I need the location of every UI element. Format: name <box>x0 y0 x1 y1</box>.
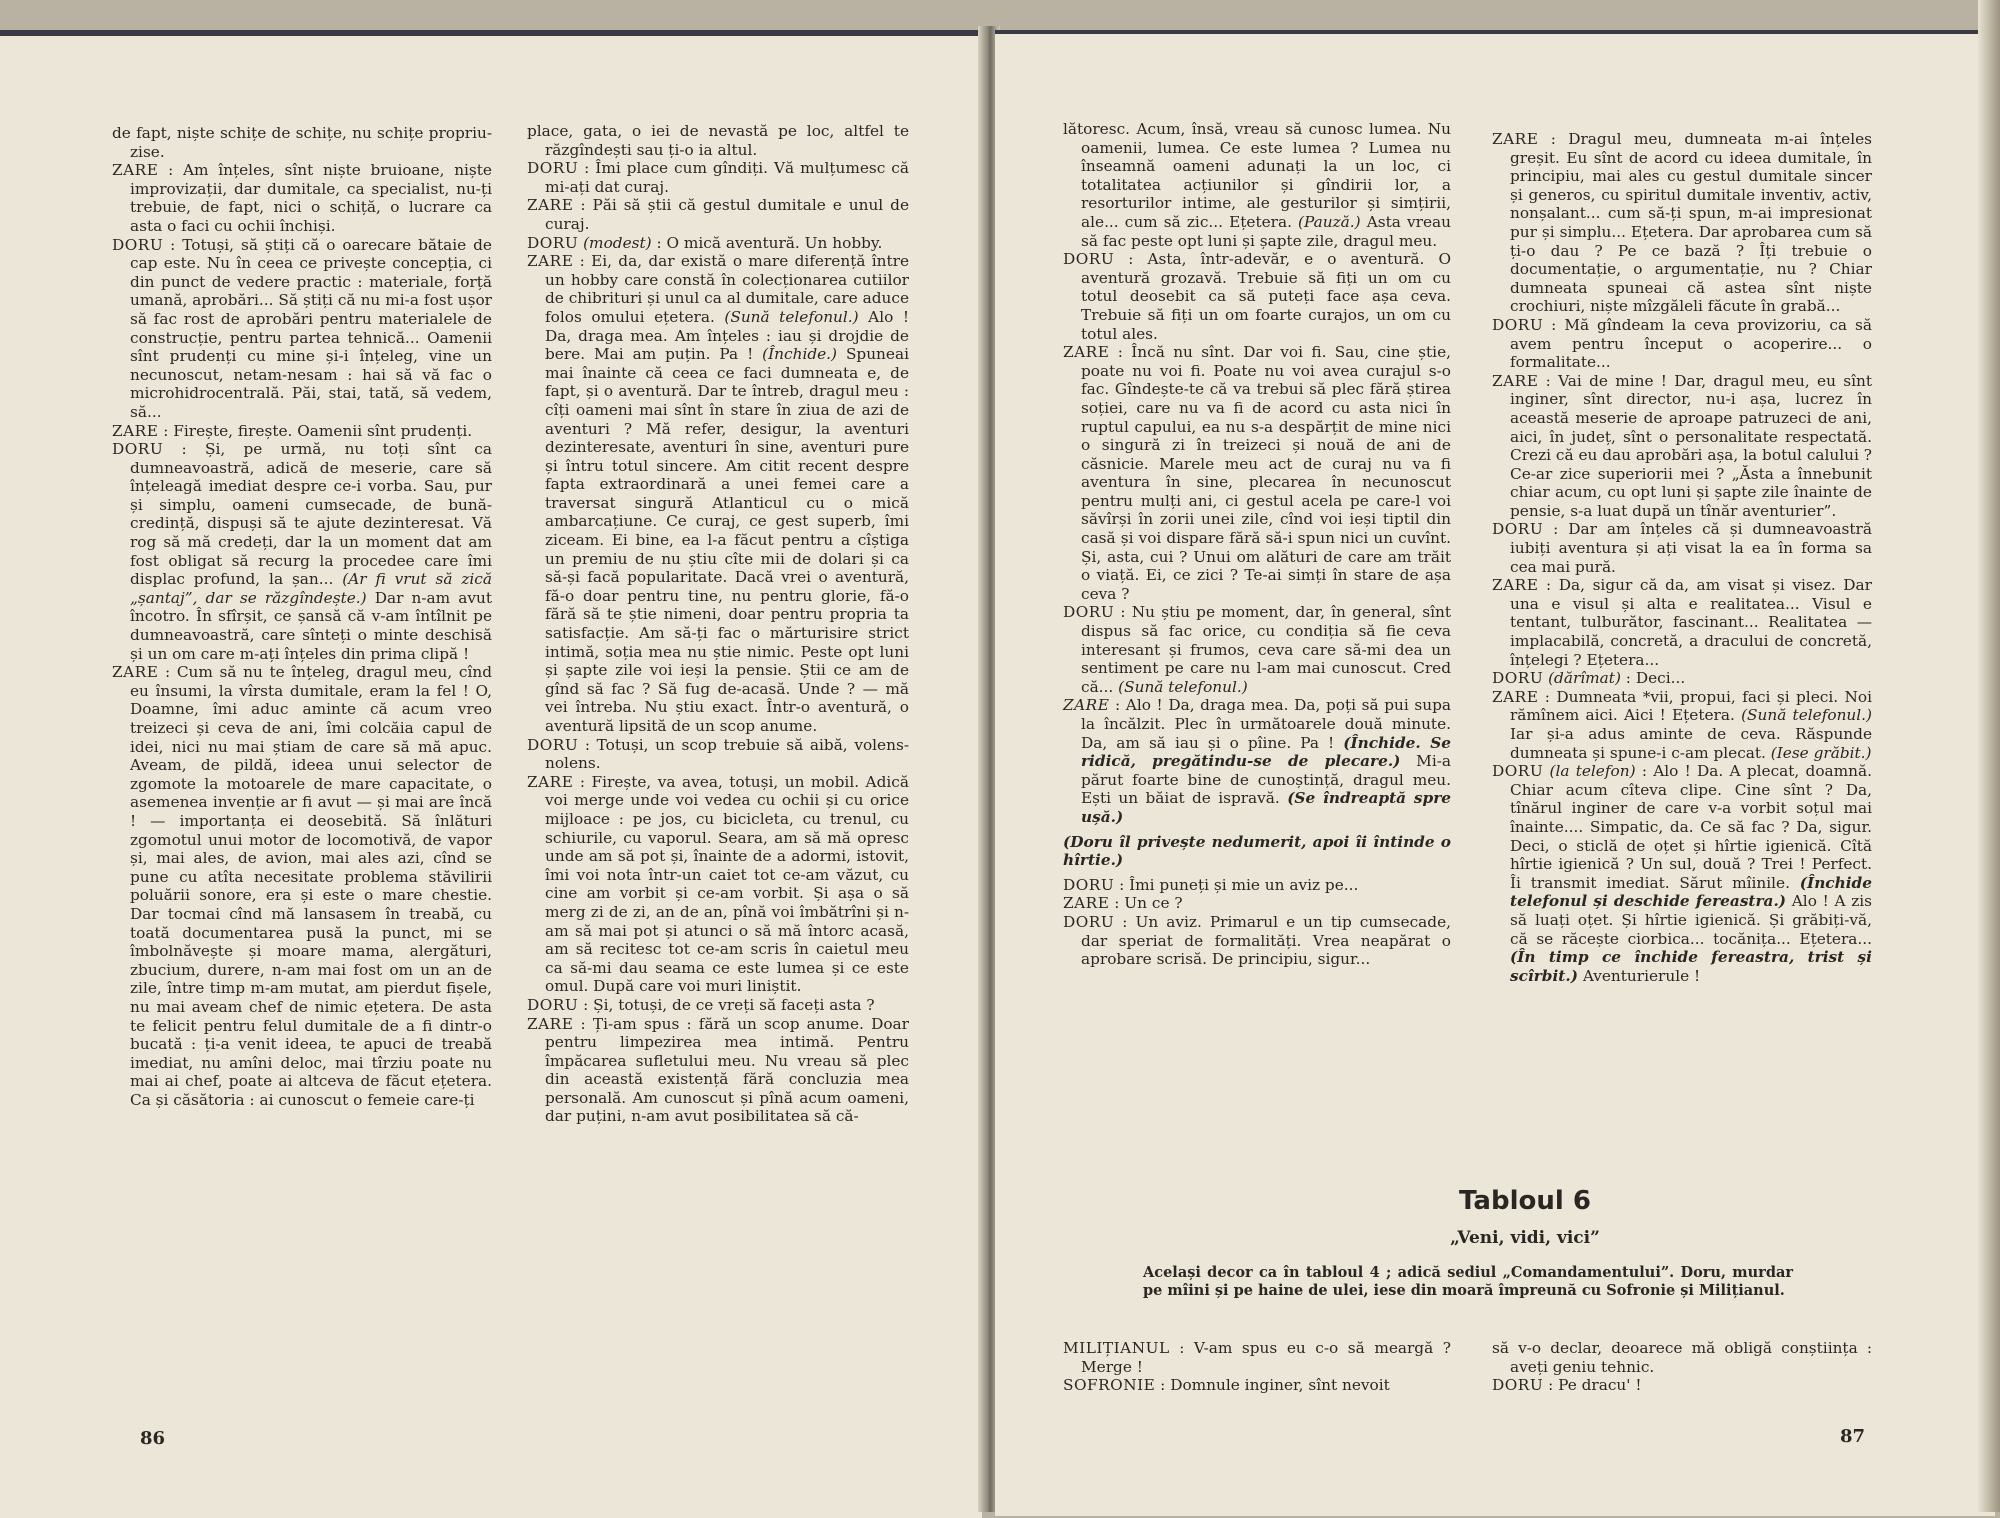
dialogue-line: ZARE : Dragul meu, dumneata m-ai înțeles greșit. Eu sînt de acord cu ideea dumitale, în principiu, mai ales cu gestul dumitale sincer și generos, cu spiritul dumitale inventiv, activ, nonșalant... cum să-ți spun, m-ai impresionat pur și simplu... Ețetera. Dar aprobarea cum să ți-o dau ? Pe ce bază ? Îți trebuie o documentație, o argumentație, nu ? Chiar dumneata spuneai că astea sînt niște crochiuri, niște mîzgăleli făcute în grabă... <box>1492 130 1872 316</box>
dialogue-text: Da, sigur că da, am visat și visez. Dar una e visul și alta e realitatea... Visul e tentant, tulburător, fascinant... Realitatea — implacabilă, concretă, a dracului de concretă, înțelegi ? Ețetera... <box>1510 576 1872 669</box>
dialogue-line: ZARE : Firește, firește. Oamenii sînt prudenți. <box>112 421 473 440</box>
dialogue-text: Vai de mine ! Dar, dragul meu, eu sînt inginer, sînt director, nu-i așa, lucrez în această meserie de aproape patruzeci de ani, aici, în județ, sînt o personalitate respectată. Crezi că eu dau aprobări așa, la botul calului ? Ce-ar zice superiorii mei ? „Ăsta a înnebunit chiar acum, cu opt luni și șapte zile înainte de pensie, s-a luat după un tînăr aventurier”. <box>1510 371 1872 520</box>
dialogue-line: ZARE : Un ce ? <box>1063 894 1183 913</box>
speaker-name: DORU <box>1492 520 1544 539</box>
dialogue-line: ZARE : Da, sigur că da, am visat și visez. Dar una e visul și alta e realitatea... Visul e tentant, tulburător, fascinant... Realitatea — implacabilă, concretă, a dracului de concretă, înțelegi ? Ețetera... <box>1492 576 1872 669</box>
stage-direction: (Închide. Se ridică, pregătindu-se de plecare.) <box>1081 733 1451 771</box>
dialogue-text: Dar n-am avut încotro. În sfîrșit, ce șansă că v-am întîlnit pe dumneavoastră, care sînteți o minte deschisă și un om care m-ați înțeles din prima clipă ! <box>130 588 492 663</box>
dialogue-text: Încă nu sînt. Dar voi fi. Sau, cine știe, poate nu voi fi. Poate nu voi avea curajul s-o fac. Gîndește-te că va trebui să plec fără știrea soției, care nu va fi de acord cu asta nici în ruptul capului, ea nu s-a despărțit de mine nici o singură zi în treizeci și nouă de ani de căsnicie. Marele meu act de curaj nu va fi aventura în sine, plecarea în necunoscut pentru mulți ani, ci gestul acela pe care-l voi săvîrși în zorii unei zile, cînd voi ieși tiptil din casă și voi dispare fără să-i spun nici un cuvînt. Și, asta, cui ? Unui om alături de care am trăit o viață. Ei, ce zici ? Te-ai simți în stare de așa ceva ? <box>1081 343 1451 603</box>
dialogue-line: DORU : Un aviz. Primarul e un tip cumsecade, dar speriat de formalități. Vrea neapărat o aprobare scrisă. De principiu, sigur... <box>1063 912 1451 969</box>
speaker-name: SOFRONIE <box>1063 1376 1156 1395</box>
stage-direction: (În timp ce închide fereastra, trist și scîrbit.) <box>1510 948 1872 985</box>
dialogue-text: Alo ! Da. A plecat, doamnă. Chiar acum cîteva clipe. Cine sînt ? Da, tînărul inginer de care v-a vorbit soțul mai înainte.... Simpatic, da. Ce să fac ? Da, sigur. Deci, o sticlă de oțet și hîrtie igienică. Cîtă hîrtie igienică ? Un sul, două ? Trei ! Perfect. Îi transmit imediat. Sărut mîinile. <box>1510 762 1872 892</box>
speaker-name: DORU <box>527 735 579 754</box>
dialogue-text: Domnule inginer, sînt nevoit <box>1170 1376 1390 1395</box>
dialogue-line: DORU : Și, totuși, de ce vreți să faceți asta ? <box>527 995 875 1014</box>
dialogue-text: de fapt, niște schițe de schițe, nu schițe propriu-zise. <box>112 124 492 161</box>
dialogue-text: Spuneai mai înainte că ceea ce faci dumneata e, de fapt, și o aventură. Dar te întreb, dragul meu : cîți oameni mai sînt în stare în ziua de azi de aventuri ? Mă refer, desigur, la aventuri dezinteresate, aventuri în sine, aventuri pure și întru totul sincere. Am citit recent despre fapta extraordinară a unei femei care a traversat singură Atlanticul cu o mică ambarcațiune. Ce curaj, ce gest superb, îmi ziceam. Ei bine, ea l-a făcut pentru a cîștiga un premiu de nu știu cîte mii de dolari și ca să-și facă popularitate. Dacă vrei o aventură, fă-o doar pentru tine, nu pentru glorie, fă-o fără să te știe nimeni, doar pentru propria ta satisfacție. Am să-ți fac o mărturisire strict intimă, soția mea nu știe nimic. Peste opt luni și șapte zile voi ieși la pensie. Știi ce am de gînd să fac ? Să fug de-acasă. Unde ? — mă vei întreba. Nu știu exact. Într-o aventură, o aventură lipsită de un scop anume. <box>545 345 909 735</box>
dialogue-line: ZARE : Ei, da, dar există o mare diferență între un hobby care constă în colecționarea cutiilor de chibrituri și unul ca al dumitale, care aduce folos omului ețetera. (Sună telefonul.) Alo ! Da, draga mea. Am înțeles : iau și drojdie de bere. Mai am puțin. Pa ! (Închide.) Spuneai mai înainte că ceea ce faci dumneata e, de fapt, și o aventură. Dar te întreb, dragul meu : cîți oameni mai sînt în stare în ziua de azi de aventuri ? Mă refer, desigur, la aventuri dezinteresate, aventuri în sine, aventuri pure și întru totul sincere. Am citit recent despre fapta extraordinară a unei femei care a traversat singură Atlanticul cu o mică ambarcațiune. Ce curaj, ce gest superb, îmi ziceam. Ei bine, ea l-a făcut pentru a cîștiga un premiu de nu știu cîte mii de dolari și ca să-și facă popularitate. Dacă vrei o aventură, fă-o doar pentru tine, nu pentru glorie, fă-o fără să te știe nimeni, doar pentru propria ta satisfacție. Am să-ți fac o mărturisire strict intimă, soția mea nu știe nimic. Peste opt luni și șapte zile voi ieși la pensie. Știi ce am de gînd să fac ? Să fug de-acasă. Unde ? — mă vei întreba. Nu știu exact. Într-o aventură, o aventură lipsită de un scop anume. <box>527 252 909 735</box>
dialogue-text: Îmi place cum gîndiți. Vă mulțumesc că mi-ați dat curaj. <box>545 159 909 196</box>
speaker-name: ZARE <box>1063 894 1110 913</box>
stage-direction: (Închide.) <box>762 345 838 364</box>
speaker-name: ZARE <box>112 421 159 440</box>
dialogue-text: Păi să știi că gestul dumitale e unul de curaj. <box>545 196 909 233</box>
stage-direction: (Doru îl privește nedumerit, apoi îi întinde o hîrtie.) <box>1063 832 1451 870</box>
dialogue-text: Ei, da, dar există o mare diferență între un hobby care constă în colecționarea cutiilor de chibrituri și unul ca al dumitale, care aduce folos omului ețetera. <box>545 252 909 326</box>
speaker-name: ZARE <box>527 196 574 215</box>
stage-direction: (dărîmat) <box>1548 669 1621 688</box>
speaker-name: ZARE <box>1063 343 1110 362</box>
speaker-name: ZARE <box>1063 696 1110 715</box>
scene-direction: Același decor ca în tabloul 4 ; adică sediul „Comandamentului”. Doru, murdar pe mîini și pe haine de ulei, iese din moară împreună cu Sofronie și Milițianul. <box>1143 1264 1793 1299</box>
book-cover-edge <box>1978 0 2000 1512</box>
speaker-name: DORU <box>527 159 579 178</box>
dialogue-text: V-am spus eu c-o să meargă ? Merge ! <box>1081 1339 1451 1376</box>
dialogue-text: Mă gîndeam la ceva provizoriu, ca să avem pentru început o acoperire... o formalitate... <box>1510 315 1872 372</box>
speaker-name: DORU <box>112 440 164 459</box>
stage-direction: (Pauză.) <box>1298 212 1361 231</box>
dialogue-text: Alo ! Da, draga mea. Am înțeles : iau și drojdie de bere. Mai am puțin. Pa ! <box>545 307 909 364</box>
speaker-name: DORU <box>527 995 579 1014</box>
left-column-2 <box>527 122 909 1126</box>
dialogue-text: Pe dracu' ! <box>1558 1376 1642 1395</box>
dialogue-text: Ți-am spus : fără un scop anume. Doar pentru limpezirea mea intimă. Pentru împăcarea sufletului meu. Nu vreau să plec din această existență fără concluzia mea personală. Am cunoscut și pînă acum oameni, dar puțini, n-am avut posibilitatea să că- <box>545 1014 909 1126</box>
dialogue-text: Un aviz. Primarul e un tip cumsecade, dar speriat de formalități. Vrea neapărat o aprobare scrisă. De principiu, sigur... <box>1081 912 1451 969</box>
stage-direction: (modest) <box>583 233 652 252</box>
speaker-name: DORU <box>112 235 164 254</box>
speaker-name: DORU <box>1063 875 1115 894</box>
dialogue-line: MILIȚIANUL : V-am spus eu c-o să meargă ? Merge ! <box>1063 1339 1451 1376</box>
right-column-1 <box>1063 120 1451 969</box>
page-number-left: 86 <box>140 1428 166 1449</box>
stage-direction: (Închide telefonul și deschide fereastra.) <box>1510 873 1872 911</box>
speaker-name: ZARE <box>527 1014 574 1033</box>
dialogue-text: Totuși, să știți că o oarecare bătaie de cap este. Nu în ceea ce privește concepția, ci din punct de vedere practic : materiale, forță umană, aprobări... Să știți că nu mi-a fost ușor să fac rost de aprobări pentru materialele de construcție, pentru partea tehnică... Oamenii sînt prudenți cu mine și-i înțeleg, vine un necunoscut, netam-nesam : hai să vă fac o microhidrocentrală. Păi, stai, tată, să vedem, să... <box>130 235 492 421</box>
bottom-column-1 <box>1063 1339 1451 1395</box>
dialogue-text: Mi-a părut foarte bine de cunoștință, dragul meu. Ești un băiat de ispravă. <box>1081 752 1451 808</box>
speaker-name: DORU <box>1492 315 1544 334</box>
dialogue-text: Cum să nu te înțeleg, dragul meu, cînd eu însumi, la vîrsta dumitale, eram la fel ! O, Doamne, îmi aduc aminte că acum vreo treizeci și ceva de ani, îmi colcăia capul de idei, nici nu mai știam de care să mă apuc. Aveam, de pildă, ideea unui selector de zgomote la motoarele de mare capacitate, o asemenea invenție ar fi avut — și mai are încă ! — importanța ei deosebită. Să înlături zgomotul unui motor de locomotivă, de vapor și, mai ales, de avion, mai ales azi, cînd se pune cu atîta necesitate problema stăvilirii poluării sonore, era și este o mare chestie. Dar tocmai cînd mă lansasem în treabă, cu toată documentarea pusă la punct, mi se îmbolnăvește și moare mama, alergături, zbucium, durere, n-am mai fost om un an de zile, între timp m-am mutat, am pierdut fișele, nu mai aveam chef de nimic ețetera. De asta te felicit pentru felul dumitale de a fi dintr-o bucată : ți-a venit ideea, te apuci de treabă imediat, nu amîni deloc, mai tîrziu poate nu mai ai chef, poate ai altceva de făcut ețetera. Ca și căsătoria : ai cunoscut o femeie care-ți <box>130 663 492 1109</box>
dialogue-line: DORU : Pe dracu' ! <box>1492 1376 1642 1395</box>
dialogue-line: ZARE : Ți-am spus : fără un scop anume. Doar pentru limpezirea mea intimă. Pentru împăcarea sufletului meu. Nu vreau să plec din această existență fără concluzia mea personală. Am cunoscut și pînă acum oameni, dar puțini, n-am avut posibilitatea să că- <box>527 1014 909 1126</box>
dialogue-text: lătoresc. Acum, însă, vreau să cunosc lumea. Nu oamenii, lumea. Ce este lumea ? Lumea nu înseamnă oameni adunați la un loc, ci totalitatea acțiunilor și gîndirii lor, a resorturilor intime, ale gesturilor și simțirii, ale... cum să zic... Ețetera. <box>1063 120 1451 231</box>
scene-heading <box>1225 1186 1825 1248</box>
dialogue-text: Nu știu pe moment, dar, în general, sînt dispus să fac orice, cu condiția să fie ceva interesant și frumos, ceva care să-mi dea un sentiment pe care nu l-am mai cunoscut. Cred că... <box>1081 603 1451 696</box>
dialogue-line <box>1063 833 1451 870</box>
stage-direction: (Ar fi vrut să zică „șantaj”, dar se răzgîndește.) <box>130 570 492 607</box>
dialogue-line: DORU (la telefon) : Alo ! Da. A plecat, doamnă. Chiar acum cîteva clipe. Cine sînt ? Da, tînărul inginer de care v-a vorbit soțul mai înainte.... Simpatic, da. Ce să fac ? Da, sigur. Deci, o sticlă de oțet și hîrtie igienică. Cîtă hîrtie igienică ? Un sul, două ? Trei ! Perfect. Îi transmit imediat. Sărut mîinile. (Închide telefonul și deschide fereastra.) Alo ! A zis să luați oțet. Și hîrtie igienică. Și grăbiți-vă, că se răcește ciorbica... tocănița... Ețetera... (În timp ce închide fereastra, trist și scîrbit.) Aventurierule ! <box>1492 762 1872 985</box>
dialogue-text: Și, pe urmă, nu toți sînt ca dumneavoastră, adică de meserie, care să înțeleagă imediat despre ce-i vorba. Sau, pur și simplu, oameni cumsecade, de bună-credință, dispuși să te ajute dezinteresat. Vă rog să mă credeți, dar la un moment dat am fost obligat să recurg la procedee care îmi displac profund, la șan... <box>130 440 492 589</box>
speaker-name: ZARE <box>527 252 574 271</box>
dialogue-text: Îmi puneți și mie un aviz pe... <box>1129 875 1359 894</box>
dialogue-line: ZARE : Păi să știi că gestul dumitale e unul de curaj. <box>527 196 909 233</box>
dialogue-line: DORU : Nu știu pe moment, dar, în general, sînt dispus să fac orice, cu condiția să fie ceva interesant și frumos, ceva care să-mi dea un sentiment pe care nu l-am mai cunoscut. Cred că... (Sună telefonul.) <box>1063 603 1451 696</box>
dialogue-text: place, gata, o iei de nevastă pe loc, altfel te răzgîndești sau ți-o ia altul. <box>527 122 909 159</box>
speaker-name: MILIȚIANUL <box>1063 1339 1170 1357</box>
dialogue-text: Deci... <box>1635 669 1686 688</box>
stage-direction: (Sună telefonul.) <box>1741 706 1872 725</box>
dialogue-line: ZARE : Cum să nu te înțeleg, dragul meu, cînd eu însumi, la vîrsta dumitale, eram la fel ! O, Doamne, îmi aduc aminte că acum vreo treizeci și ceva de ani, îmi colcăia capul de idei, nici nu mai știam de care să mă apuc. Aveam, de pildă, ideea unui selector de zgomote la motoarele de mare capacitate, o asemenea invenție ar fi avut — și mai are încă ! — importanța ei deosebită. Să înlături zgomotul unui motor de locomotivă, de vapor și, mai ales, de avion, mai ales azi, cînd se pune cu atîta necesitate problema stăvilirii poluării sonore, era și este o mare chestie. Dar tocmai cînd mă lansasem în treabă, cu toată documentarea pusă la punct, mi se îmbolnăvește și moare mama, alergături, zbucium, durere, n-am mai fost om un an de zile, între timp m-am mutat, am pierdut fișele, nu mai aveam chef de nimic ețetera. De asta te felicit pentru felul dumitale de a fi dintr-o bucată : ți-a venit ideea, te apuci de treabă imediat, nu amîni deloc, mai tîrziu poate nu mai ai chef, poate ai altceva de făcut ețetera. Ca și căsătoria : ai cunoscut o femeie care-ți <box>112 663 492 1109</box>
speaker-name: DORU <box>1063 912 1115 931</box>
speaker-name: DORU <box>1063 603 1115 622</box>
speaker-name: ZARE <box>112 161 159 180</box>
dialogue-text: Alo ! A zis să luați oțet. Și hîrtie igienică. Și grăbiți-vă, că se răcește ciorbica... tocănița... Ețetera... <box>1510 892 1872 948</box>
dialogue-text: Un ce ? <box>1124 894 1183 913</box>
bottom-column-2 <box>1492 1339 1872 1395</box>
dialogue-line: DORU : Dar am înțeles că și dumneavoastră iubiți aventura și ați visat la ea în forma sa cea mai pură. <box>1492 520 1872 576</box>
speaker-name: DORU <box>1492 762 1544 781</box>
stage-direction: (Sună telefonul.) <box>724 307 859 326</box>
left-column-1 <box>112 124 492 1109</box>
speaker-name: ZARE <box>527 772 574 791</box>
dialogue-text: Asta vreau să fac peste opt luni și șapte zile, dragul meu. <box>1081 212 1451 250</box>
speaker-name: DORU <box>527 233 579 252</box>
dialogue-text: să v-o declar, deoarece mă obligă conștiința : aveți geniu tehnic. <box>1492 1339 1872 1376</box>
dialogue-line <box>527 122 909 159</box>
dialogue-line: DORU : Îmi puneți și mie un aviz pe... <box>1063 875 1359 894</box>
dialogue-text: Asta, într-adevăr, e o aventură. O aventură grozavă. Trebuie să fiți un om cu totul deosebit ca să puteți face așa ceva. Trebuie să fiți un om foarte curajos, un om cu totul ales. <box>1081 250 1451 343</box>
dialogue-line: SOFRONIE : Domnule inginer, sînt nevoit <box>1063 1376 1390 1395</box>
dialogue-text: Dragul meu, dumneata m-ai înțeles greșit. Eu sînt de acord cu ideea dumitale, în principiu, mai ales cu gestul dumitale sincer și generos, cu spiritul dumitale inventiv, activ, nonșalant... cum să-ți spun, m-ai impresionat pur și simplu... Ețetera. Dar aprobarea cum să ți-o dau ? Pe ce bază ? Îți trebuie o documentație, o argumentație, nu ? Chiar dumneata spuneai că astea sînt niște crochiuri, niște mîzgăleli făcute în grabă... <box>1510 130 1872 316</box>
stage-direction: (Sună telefonul.) <box>1118 677 1248 696</box>
page-number-right: 87 <box>1840 1426 1866 1447</box>
dialogue-line <box>1063 120 1451 250</box>
dialogue-line: DORU : Mă gîndeam la ceva provizoriu, ca să avem pentru început o acoperire... o formalitate... <box>1492 315 1872 372</box>
dialogue-text: Iar și-a adus aminte de ceva. Răspunde dumneata și spune-i c-am plecat. <box>1510 725 1872 762</box>
dialogue-line <box>112 124 492 161</box>
stage-direction: (Se îndreaptă spre ușă.) <box>1081 789 1451 826</box>
speaker-name: DORU <box>1492 669 1544 688</box>
dialogue-text: Și, totuși, de ce vreți să faceți asta ? <box>593 995 875 1014</box>
speaker-name: DORU <box>1063 250 1115 269</box>
dialogue-text: Firește, firește. Oamenii sînt prudenți. <box>173 421 473 440</box>
right-column-2 <box>1492 130 1872 985</box>
speaker-name: ZARE <box>1492 576 1539 595</box>
scene-title: Tabloul 6 <box>1459 1186 1591 1216</box>
dialogue-text: Totuși, un scop trebuie să aibă, volens-nolens. <box>545 735 909 773</box>
stage-direction: (la telefon) <box>1549 762 1636 781</box>
dialogue-line: ZARE : Firește, va avea, totuși, un mobil. Adică voi merge unde voi vedea cu ochii și cu orice mijloace : pe jos, cu bicicleta, cu trenul, cu schiurile, cu vaporul. Seara, am să mă opresc unde am să pot și, înainte de a adormi, istovit, îmi voi nota într-un caiet tot ce-am văzut, cu cine am vorbit și ce-am vorbit. Și așa o să merg zi de zi, an de an, pînă voi îmbătrîni și n-am să mai pot și atunci o să mă întorc acasă, am să recitesc tot ce-am scris în caietul meu ca să-mi dau seama ce este lumea și ce este omul. După care voi muri liniștit. <box>527 772 909 996</box>
dialogue-line: ZARE : Am înțeles, sînt niște bruioane, niște improvizații, dar dumitale, ca specialist, nu-ți trebuie, de fapt, nici o schiță, o lucrare ca asta o faci cu ochii închiși. <box>112 161 492 235</box>
stage-direction: (Iese grăbit.) <box>1770 743 1872 762</box>
dialogue-line: ZARE : Încă nu sînt. Dar voi fi. Sau, cine știe, poate nu voi fi. Poate nu voi avea curajul s-o fac. Gîndește-te că va trebui să plec fără știrea soției, care nu va fi de acord cu asta nici în ruptul capului, ea nu s-a despărțit de mine nici o singură zi în treizeci și nouă de ani de căsnicie. Marele meu act de curaj nu va fi aventura în sine, plecarea în necunoscut pentru mulți ani, ci gestul acela pe care-l voi săvîrși în zorii unei zile, cînd voi ieși tiptil din casă și voi dispare fără să-i spun nici un cuvînt. Și, asta, cui ? Unui om alături de care am trăit o viață. Ei, ce zici ? Te-ai simți în stare de așa ceva ? <box>1063 343 1451 603</box>
speaker-name: DORU <box>1492 1376 1544 1395</box>
dialogue-line: DORU : Îmi place cum gîndiți. Vă mulțumesc că mi-ați dat curaj. <box>527 159 909 196</box>
dialogue-text: O mică aventură. Un hobby. <box>666 233 883 252</box>
left-page <box>0 30 982 1518</box>
dialogue-line: ZARE : Alo ! Da, draga mea. Da, poți să pui supa la încălzit. Plec în următoarele două minute. Da, am să iau și o pîine. Pa ! (Închide. Se ridică, pregătindu-se de plecare.) Mi-a părut foarte bine de cunoștință, dragul meu. Ești un băiat de ispravă. (Se îndreaptă spre ușă.) <box>1063 696 1451 826</box>
dialogue-text: Firește, va avea, totuși, un mobil. Adică voi merge unde voi vedea cu ochii și cu orice mijloace : pe jos, cu bicicleta, cu trenul, cu schiurile, cu vaporul. Seara, am să mă opresc unde am să pot și, înainte de a adormi, istovit, îmi voi nota într-un caiet tot ce-am văzut, cu cine am vorbit și ce-am vorbit. Și așa o să merg zi de zi, an de an, pînă voi îmbătrîni și n-am să mai pot și atunci o să mă întorc acasă, am să recitesc tot ce-am scris în caietul meu ca să-mi dau seama ce este lumea și ce este omul. După care voi muri liniștit. <box>545 772 909 996</box>
right-page <box>995 30 1995 1516</box>
dialogue-line: DORU (dărîmat) : Deci... <box>1492 669 1686 688</box>
speaker-name: ZARE <box>112 663 159 682</box>
speaker-name: ZARE <box>1492 130 1539 148</box>
dialogue-text: Alo ! Da, draga mea. Da, poți să pui supa la încălzit. Plec în următoarele două minute. Da, am să iau și o pîine. Pa ! <box>1081 696 1451 752</box>
speaker-name: ZARE <box>1492 371 1539 390</box>
dialogue-line: ZARE : Vai de mine ! Dar, dragul meu, eu sînt inginer, sînt director, nu-i așa, lucrez în această meserie de aproape patruzeci de ani, aici, în județ, sînt o personalitate respectată. Crezi că eu dau aprobări așa, la botul calului ? Ce-ar zice superiorii mei ? „Ăsta a înnebunit chiar acum, cu opt luni și șapte zile înainte de pensie, s-a luat după un tînăr aventurier”. <box>1492 371 1872 520</box>
dialogue-line: DORU : Totuși, să știți că o oarecare bătaie de cap este. Nu în ceea ce privește concepția, ci din punct de vedere practic : materiale, forță umană, aprobări... Să știți că nu mi-a fost ușor să fac rost de aprobări pentru materialele de construcție, pentru partea tehnică... Oamenii sînt prudenți cu mine și-i înțeleg, vine un necunoscut, netam-nesam : hai să vă fac o microhidrocentrală. Păi, stai, tată, să vedem, să... <box>112 235 492 421</box>
dialogue-line: DORU : Și, pe urmă, nu toți sînt ca dumneavoastră, adică de meserie, care să înțeleagă imediat despre ce-i vorba. Sau, pur și simplu, oameni cumsecade, de bună-credință, dispuși să te ajute dezinteresat. Vă rog să mă credeți, dar la un moment dat am fost obligat să recurg la procedee care îmi displac profund, la șan... (Ar fi vrut să zică „șantaj”, dar se răzgîndește.) Dar n-am avut încotro. În sfîrșit, ce șansă că v-am întîlnit pe dumneavoastră, care sînteți o minte deschisă și un om care m-ați înțeles din prima clipă ! <box>112 440 492 663</box>
dialogue-text: Dumneata *vii, propui, faci și pleci. Noi rămînem aici. Aici ! Ețetera. <box>1510 687 1872 725</box>
dialogue-line: ZARE : Dumneata *vii, propui, faci și pleci. Noi rămînem aici. Aici ! Ețetera. (Sună telefonul.) Iar și-a adus aminte de ceva. Răspunde dumneata și spune-i c-am plecat. (Iese grăbit.) <box>1492 687 1872 762</box>
dialogue-text: Am înțeles, sînt niște bruioane, niște improvizații, dar dumitale, ca specialist, nu-ți trebuie, de fapt, nici o schiță, o lucrare ca asta o faci cu ochii închiși. <box>130 161 492 235</box>
scene-subtitle: „Veni, vidi, vici” <box>1450 1228 1600 1248</box>
dialogue-line <box>1492 1339 1872 1376</box>
dialogue-text: Dar am înțeles că și dumneavoastră iubiți aventura și ați visat la ea în forma sa cea mai pură. <box>1510 520 1872 576</box>
dialogue-line: DORU : Asta, într-adevăr, e o aventură. O aventură grozavă. Trebuie să fiți un om cu totul deosebit ca să puteți face așa ceva. Trebuie să fiți un om foarte curajos, un om cu totul ales. <box>1063 250 1451 343</box>
speaker-name: ZARE <box>1492 687 1539 706</box>
dialogue-text: Aventurierule ! <box>1582 966 1701 985</box>
dialogue-line: DORU : Totuși, un scop trebuie să aibă, volens-nolens. <box>527 735 909 773</box>
dialogue-line: DORU (modest) : O mică aventură. Un hobby. <box>527 233 883 252</box>
